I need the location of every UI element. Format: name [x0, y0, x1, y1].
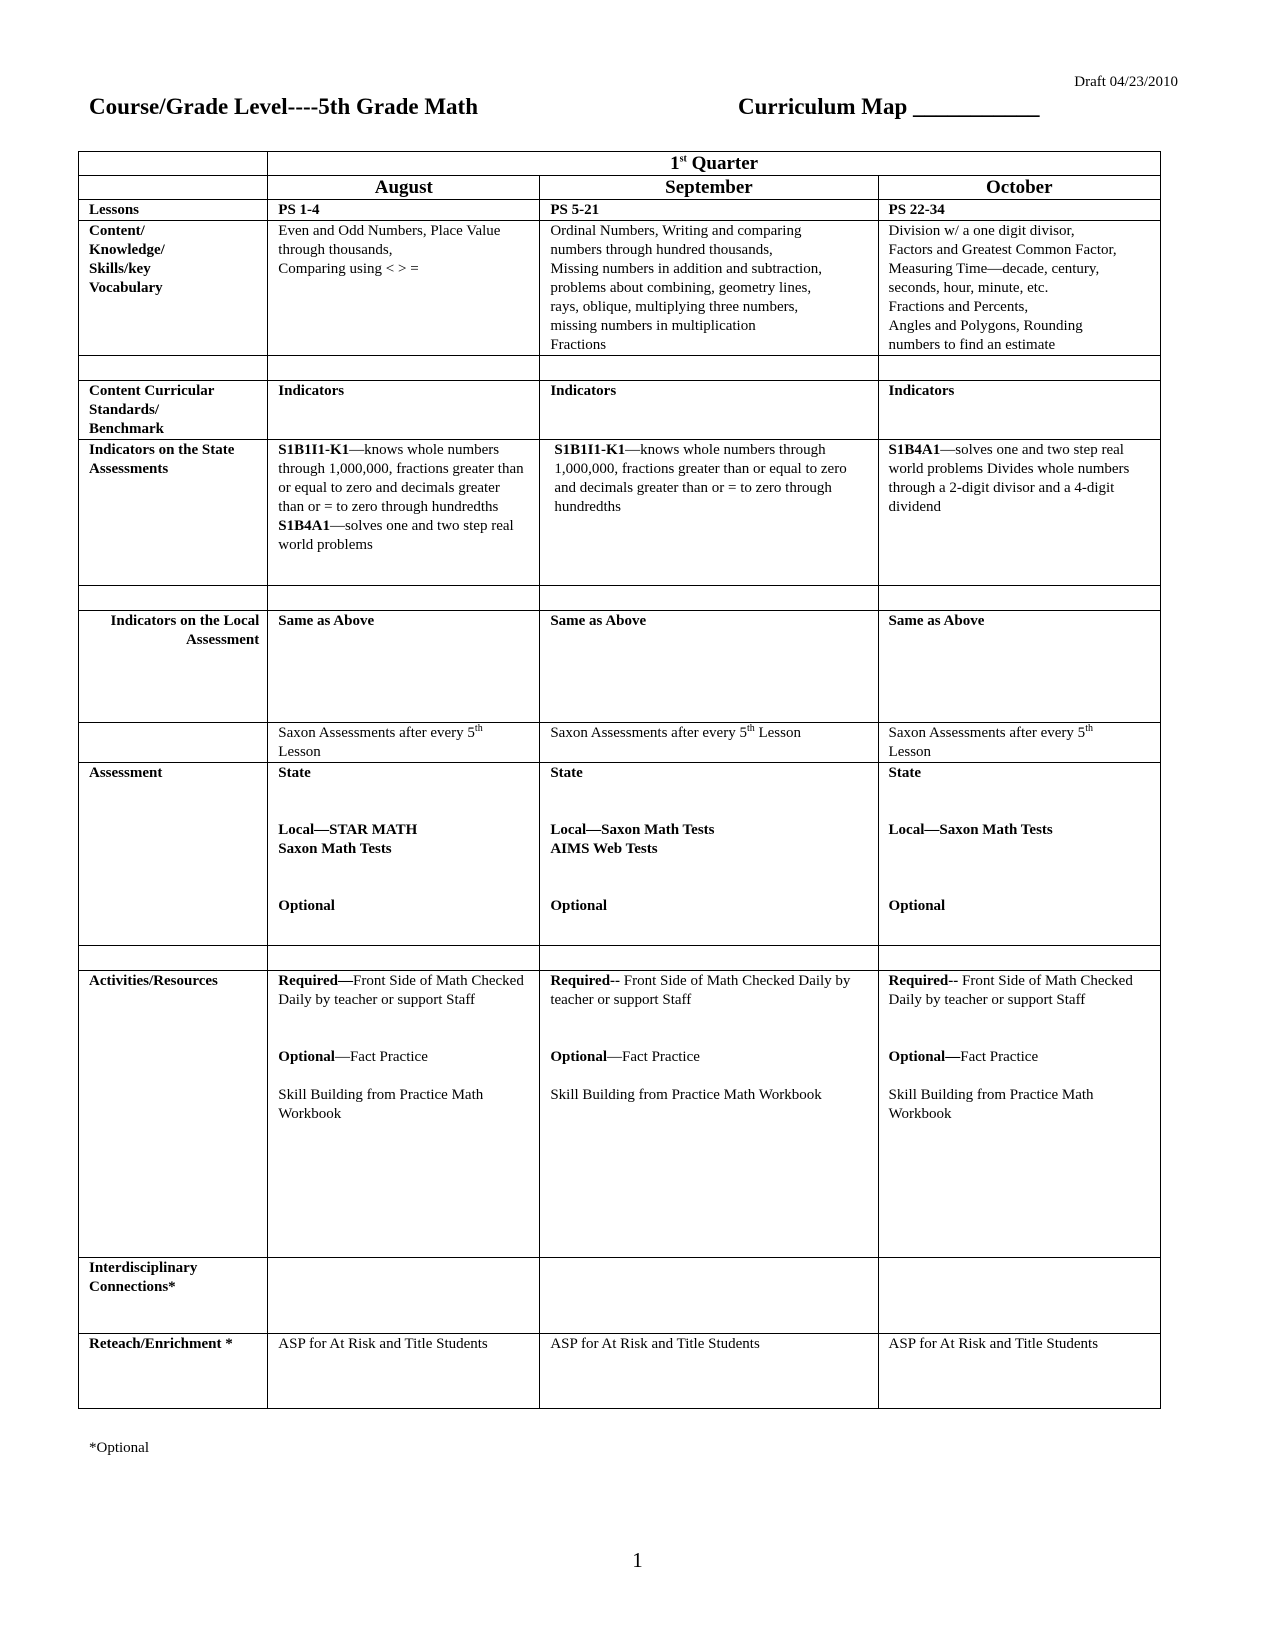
content-october: Division w/ a one digit divisor, Factors and Greatest Common Factor, Measuring Time—decade, century, seconds, hour, minute, etc. Fractions and Percents, Angles and Polygons, Rounding numbers to find an estimate	[878, 221, 1160, 356]
assessment-row	[79, 763, 1161, 946]
assessment-label: Assessment	[79, 763, 268, 946]
interdisciplinary-august	[268, 1258, 540, 1334]
saxon-september: Saxon Assessments after every 5th Lesson	[540, 723, 878, 763]
state-indicators-october: S1B4A1—solves one and two step real world problems Divides whole numbers through a 2-digit divisor and a 4-digit dividend	[878, 440, 1160, 586]
activities-october: Required-- Front Side of Math Checked Daily by teacher or support Staff Optional—Fact Practice Skill Building from Practice Math Workbook	[878, 971, 1160, 1258]
activities-august: Required—Front Side of Math Checked Daily by teacher or support Staff Optional—Fact Practice Skill Building from Practice Math Workbook	[268, 971, 540, 1258]
quarter-header: 1st Quarter	[268, 152, 1161, 176]
state-indicators-september: S1B1I1-K1—knows whole numbers through 1,000,000, fractions greater than or equal to zero and decimals greater than or = to zero through hundredths	[540, 440, 878, 586]
assessment-october: State Local—Saxon Math Tests Optional	[878, 763, 1160, 946]
spacer-row	[79, 356, 1161, 381]
local-indicators-october: Same as Above	[878, 611, 1160, 723]
activities-row	[79, 971, 1161, 1258]
month-september: September	[540, 176, 878, 200]
local-indicators-label: Indicators on the Local Assessment	[79, 611, 268, 723]
blank-cell	[79, 176, 268, 200]
reteach-october: ASP for At Risk and Title Students	[878, 1334, 1160, 1409]
content-september: Ordinal Numbers, Writing and comparing numbers through hundred thousands, Missing numbers in addition and subtraction, problems about combining, geometry lines, rays, oblique, multiplying three numbers, missing numbers in multiplication Fractions	[540, 221, 878, 356]
state-indicators-label: Indicators on the State Assessments	[79, 440, 268, 586]
standards-october: Indicators	[878, 381, 1160, 440]
optional-footnote: *Optional	[89, 1440, 149, 1456]
lessons-october: PS 22-34	[878, 200, 1160, 221]
reteach-row	[79, 1334, 1161, 1409]
interdisciplinary-october	[878, 1258, 1160, 1334]
interdisciplinary-label: Interdisciplinary Connections*	[79, 1258, 268, 1334]
activities-september: Required-- Front Side of Math Checked Daily by teacher or support Staff Optional—Fact Practice Skill Building from Practice Math Workbook	[540, 971, 878, 1258]
local-indicators-august: Same as Above	[268, 611, 540, 723]
lessons-label: Lessons	[79, 200, 268, 221]
month-october: October	[878, 176, 1160, 200]
lessons-august: PS 1-4	[268, 200, 540, 221]
draft-date: Draft 04/23/2010	[1074, 74, 1178, 90]
saxon-october: Saxon Assessments after every 5th Lesson	[878, 723, 1160, 763]
month-row	[79, 176, 1161, 200]
reteach-september: ASP for At Risk and Title Students	[540, 1334, 878, 1409]
content-august: Even and Odd Numbers, Place Value through thousands, Comparing using < > =	[268, 221, 540, 356]
month-august: August	[268, 176, 540, 200]
standards-september: Indicators	[540, 381, 878, 440]
saxon-august: Saxon Assessments after every 5th Lesson	[268, 723, 540, 763]
local-indicators-row	[79, 611, 1161, 723]
blank-cell	[79, 723, 268, 763]
spacer-row	[79, 586, 1161, 611]
reteach-label: Reteach/Enrichment *	[79, 1334, 268, 1409]
assessment-september: State Local—Saxon Math Tests AIMS Web Tests Optional	[540, 763, 878, 946]
lessons-row	[79, 200, 1161, 221]
local-indicators-september: Same as Above	[540, 611, 878, 723]
spacer-row	[79, 946, 1161, 971]
activities-label: Activities/Resources	[79, 971, 268, 1258]
interdisciplinary-row	[79, 1258, 1161, 1334]
standards-row	[79, 381, 1161, 440]
lessons-september: PS 5-21	[540, 200, 878, 221]
assessment-august: State Local—STAR MATH Saxon Math Tests Optional	[268, 763, 540, 946]
map-title: Curriculum Map ___________	[738, 94, 1040, 119]
curriculum-table	[78, 151, 1161, 1409]
blank-cell	[79, 152, 268, 176]
course-title: Course/Grade Level----5th Grade Math	[89, 94, 479, 119]
standards-label: Content Curricular Standards/ Benchmark	[79, 381, 268, 440]
page-number: 1	[632, 1548, 643, 1572]
quarter-row	[79, 152, 1161, 176]
state-indicators-row	[79, 440, 1161, 586]
interdisciplinary-september	[540, 1258, 878, 1334]
content-row	[79, 221, 1161, 356]
content-label: Content/ Knowledge/ Skills/key Vocabulary	[79, 221, 268, 356]
standards-august: Indicators	[268, 381, 540, 440]
saxon-row	[79, 723, 1161, 763]
state-indicators-august: S1B1I1-K1—knows whole numbers through 1,000,000, fractions greater than or equal to zero and decimals greater than or = to zero through hundredths S1B4A1—solves one and two step real world problems	[268, 440, 540, 586]
reteach-august: ASP for At Risk and Title Students	[268, 1334, 540, 1409]
